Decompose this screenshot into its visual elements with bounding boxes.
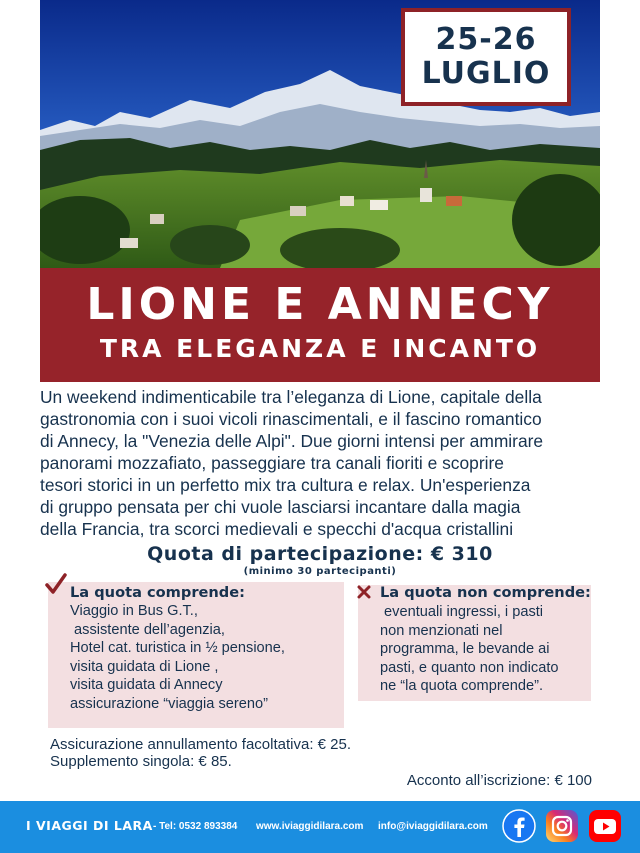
page-title: LIONE E ANNECY xyxy=(86,279,554,330)
description-line: di gruppo pensata per chi vuole lasciarsi incantare dalla magia xyxy=(40,497,521,517)
description-line: della Francia, tra scorci medievali e specchi d'acqua cristallini xyxy=(40,519,514,539)
email-link[interactable]: info@iviaggidilara.com xyxy=(378,821,488,832)
phone-text: - Tel: 0532 893384 xyxy=(153,821,238,832)
excluded-line: ne “la quota comprende”. xyxy=(380,678,544,694)
included-box xyxy=(48,582,344,728)
excluded-title: La quota non comprende: xyxy=(380,584,591,601)
excluded-box xyxy=(358,585,591,701)
date-month: LUGLIO xyxy=(421,56,551,91)
instagram-icon[interactable] xyxy=(545,809,579,843)
included-item: assistente dell’agenzia, xyxy=(70,621,225,638)
title-banner xyxy=(40,268,600,382)
single-supplement: Supplemento singola: € 85. xyxy=(50,753,232,770)
excluded-list xyxy=(380,603,559,696)
insurance-note: Assicurazione annullamento facoltativa: € 25. xyxy=(50,736,352,753)
page-subtitle: TRA ELEGANZA E INCANTO xyxy=(99,334,541,363)
date-days: 25-26 xyxy=(435,22,537,57)
facebook-icon[interactable] xyxy=(502,809,536,843)
included-item: Hotel cat. turistica in ½ pensione, xyxy=(70,640,285,656)
price-note: (minimo 30 partecipanti) xyxy=(243,566,397,577)
description-line: gastronomia con i suoi vicoli rinascimentali, e il fascino romantico xyxy=(40,409,542,429)
cross-icon xyxy=(356,584,372,600)
brand-name: I VIAGGI DI LARA xyxy=(26,818,153,833)
date-badge xyxy=(401,8,571,106)
description-line: tesori storici in un perfetto mix tra cultura e relax. Un'esperienza xyxy=(40,475,531,495)
website-link[interactable]: www.iviaggidilara.com xyxy=(256,821,364,832)
description-line: di Annecy, la "Venezia delle Alpi". Due giorni intensi per ammirare xyxy=(40,431,544,451)
footer-bar xyxy=(0,801,640,853)
included-item: assicurazione “viaggia sereno” xyxy=(70,695,268,712)
included-item: visita guidata di Lione , xyxy=(70,658,219,675)
excluded-line: eventuali ingressi, i pasti xyxy=(380,604,544,620)
included-item: Viaggio in Bus G.T., xyxy=(70,603,198,619)
excluded-line: non menzionati nel xyxy=(380,622,503,639)
deposit-note: Acconto all’iscrizione: € 100 xyxy=(406,772,592,789)
excluded-line: programma, le bevande ai xyxy=(380,641,550,657)
youtube-icon[interactable] xyxy=(588,809,622,843)
description-line: panorami mozzafiato, passeggiare tra canali fioriti e scoprire xyxy=(40,453,504,473)
included-item: visita guidata di Annecy xyxy=(70,677,223,693)
description-line: Un weekend indimenticabile tra l’eleganza di Lione, capitale della xyxy=(40,387,542,407)
price-label: Quota di partecipazione: € 310 xyxy=(147,543,493,565)
excluded-line: pasti, e quanto non indicato xyxy=(380,659,559,676)
checkmark-icon xyxy=(45,573,67,595)
trip-description xyxy=(40,386,605,540)
included-title: La quota comprende: xyxy=(70,584,245,601)
included-list xyxy=(70,602,285,713)
